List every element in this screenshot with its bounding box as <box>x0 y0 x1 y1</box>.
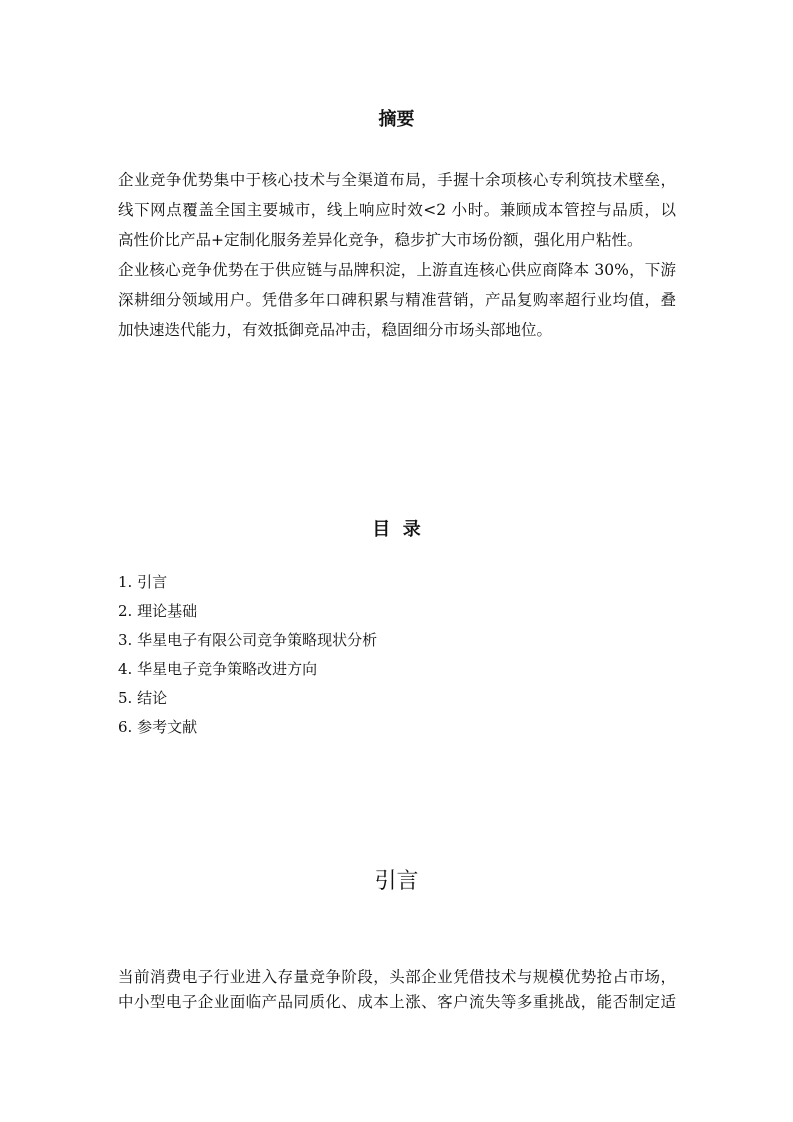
toc-item[interactable]: 2. 理论基础 <box>118 602 198 620</box>
intro-line: 当前消费电子行业进入存量竞争阶段，头部企业凭借技术与规模优势抢占市场， <box>118 968 676 986</box>
toc-item[interactable]: 4. 华星电子竞争策略改进方向 <box>118 660 318 678</box>
abstract-line: 高性价比产品+定制化服务差异化竞争，稳步扩大市场份额，强化用户粘性。 <box>118 231 643 249</box>
toc-item[interactable]: 1. 引言 <box>118 573 168 591</box>
abstract-line: 深耕细分领域用户。凭借多年口碑积累与精准营销，产品复购率超行业均值，叠 <box>118 291 676 309</box>
toc-item[interactable]: 5. 结论 <box>118 689 168 707</box>
toc-item[interactable]: 3. 华星电子有限公司竞争策略现状分析 <box>118 631 378 649</box>
abstract-line: 加快速迭代能力，有效抵御竞品冲击，稳固细分市场头部地位。 <box>118 321 553 339</box>
toc-title: 目 录 <box>372 519 421 540</box>
toc-item[interactable]: 6. 参考文献 <box>118 718 198 736</box>
intro-heading: 引言 <box>374 869 419 894</box>
abstract-line: 企业核心竞争优势在于供应链与品牌积淀，上游直连核心供应商降本 30%，下游 <box>118 261 676 279</box>
abstract-title: 摘要 <box>378 109 415 130</box>
abstract-line: 线下网点覆盖全国主要城市，线上响应时效<2 小时。兼顾成本管控与品质，以 <box>118 201 676 219</box>
abstract-line: 企业竞争优势集中于核心技术与全渠道布局，手握十余项核心专利筑技术壁垒， <box>118 171 676 189</box>
intro-line: 中小型电子企业面临产品同质化、成本上涨、客户流失等多重挑战，能否制定适 <box>118 993 676 1011</box>
